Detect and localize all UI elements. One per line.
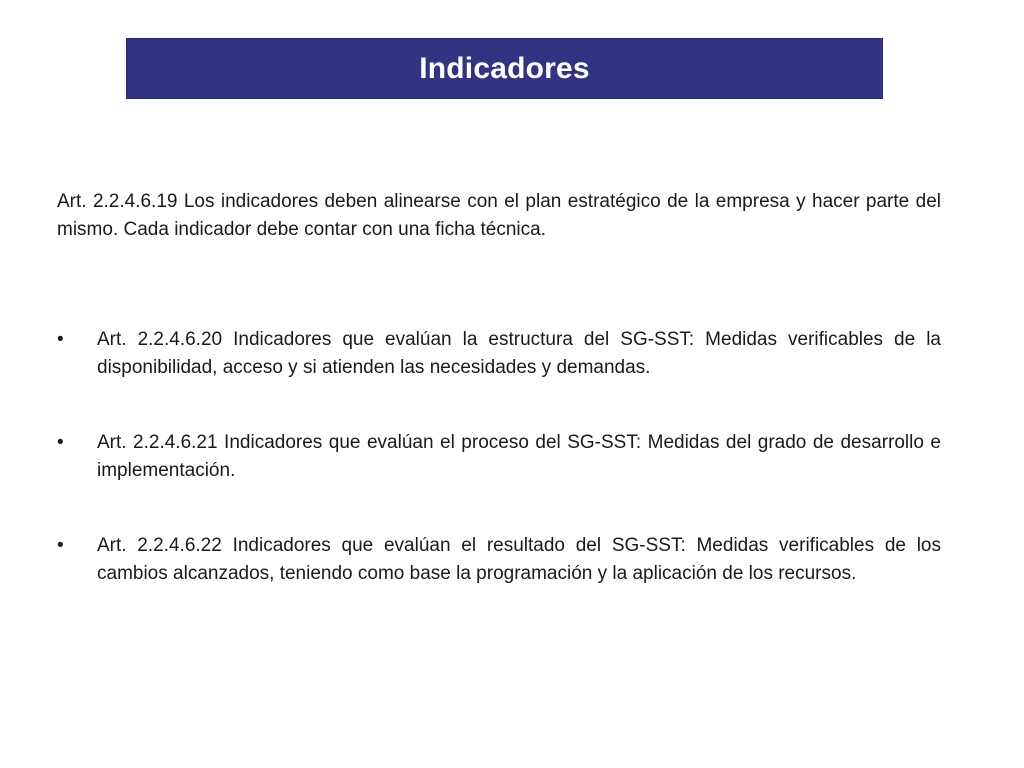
slide-title: Indicadores [419, 51, 590, 85]
bullet-dot-icon: • [57, 432, 64, 453]
bullet-text: Art. 2.2.4.6.20 Indicadores que evalúan la estructura del SG-SST: Medidas verificables de la disponibilidad, acceso y si atienden las necesidades y demandas. [97, 329, 941, 378]
bullet-item-art-21 [57, 429, 941, 485]
intro-paragraph: Art. 2.2.4.6.19 Los indicadores deben alinearse con el plan estratégico de la empresa y hacer parte del mismo. Cada indicador debe contar con una ficha técnica. [57, 191, 941, 240]
bullet-dot-icon: • [57, 535, 64, 556]
bullet-item-art-22 [57, 532, 941, 588]
slide-title-bar [126, 38, 883, 99]
bullet-text: Art. 2.2.4.6.21 Indicadores que evalúan el proceso del SG-SST: Medidas del grado de desarrollo e implementación. [97, 432, 941, 481]
bullet-dot-icon: • [57, 329, 64, 350]
bullet-item-art-20 [57, 326, 941, 382]
bullet-list [57, 326, 941, 588]
bullet-text: Art. 2.2.4.6.22 Indicadores que evalúan el resultado del SG-SST: Medidas verificables de los cambios alcanzados, teniendo como base la programación y la aplicación de los recursos. [97, 535, 941, 584]
